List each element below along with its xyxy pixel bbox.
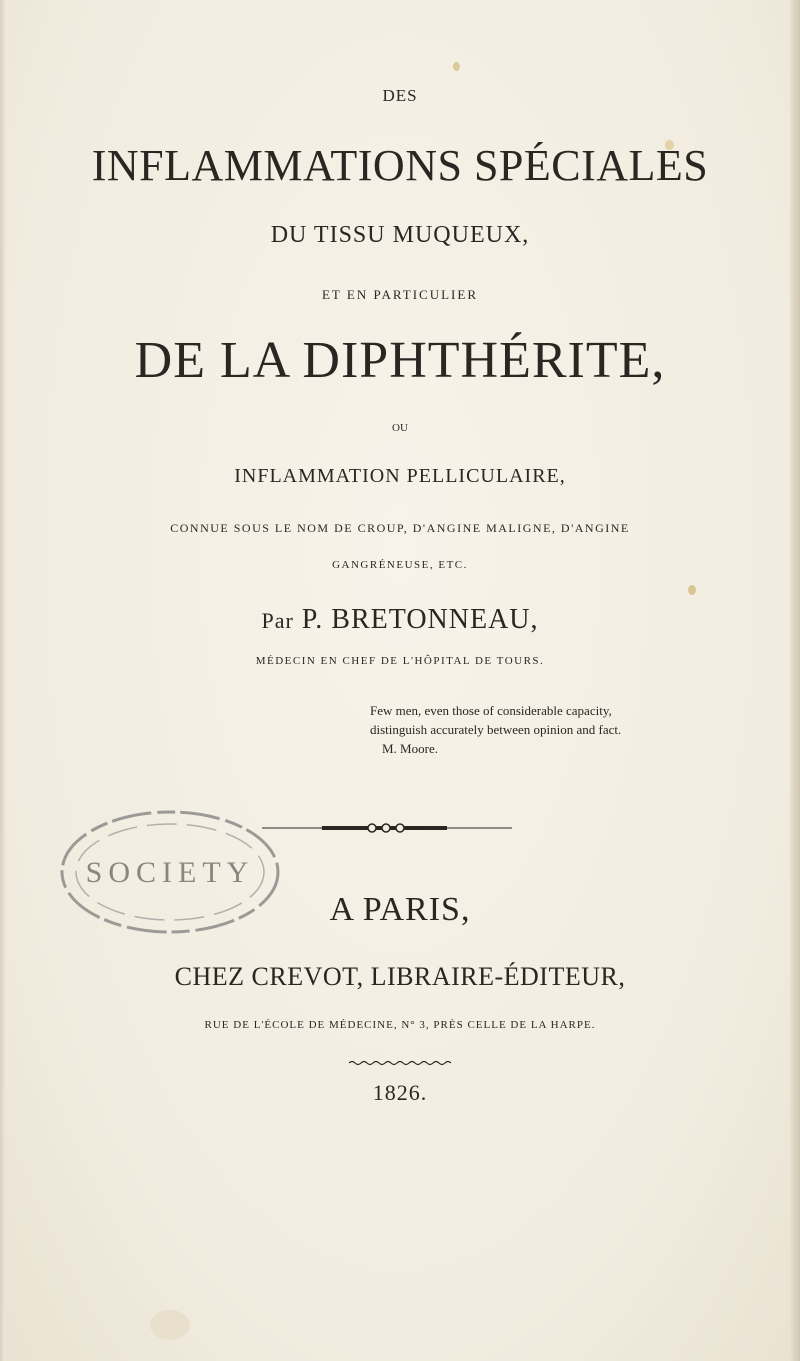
publication-year: 1826. (372, 1080, 428, 1105)
alternate-names-line-1: CONNUE SOUS LE NOM DE CROUP, D'ANGINE MALIGNE, D'ANGINE (170, 521, 630, 535)
heading-des: DES (382, 86, 418, 105)
publisher-line: CHEZ CREVOT, LIBRAIRE-ÉDITEUR, (174, 962, 626, 991)
epigraph-line-1: Few men, even those of considerable capacity, (370, 703, 612, 718)
main-title: INFLAMMATIONS SPÉCIALES (91, 141, 709, 190)
conjunction-ou: OU (392, 422, 408, 434)
author-name: P. BRETONNEAU, (301, 604, 539, 635)
alternate-names-line-2: GANGRÉNEUSE, ETC. (332, 559, 468, 571)
ink-stain (688, 585, 696, 595)
page-left-edge (0, 0, 6, 1361)
page-right-edge (790, 0, 800, 1361)
author-role: MÉDECIN EN CHEF DE L'HÔPITAL DE TOURS. (255, 655, 545, 667)
publisher-address: RUE DE L'ÉCOLE DE MÉDECINE, N° 3, PRÈS CELLE DE LA HARPE. (204, 1019, 596, 1031)
ink-stain (150, 1310, 190, 1340)
epigraph-attribution: M. Moore. (382, 741, 438, 756)
publication-place: A PARIS, (329, 891, 471, 928)
subtitle-particulier: ET EN PARTICULIER (321, 287, 478, 302)
title-diphtherite: DE LA DIPHTHÉRITE, (134, 332, 666, 389)
stamp-text: SOCIETY (85, 856, 255, 889)
subtitle-pelliculaire: INFLAMMATION PELLICULAIRE, (234, 465, 566, 487)
author-line (0, 604, 800, 636)
subtitle-tissu: DU TISSU MUQUEUX, (270, 222, 530, 248)
wavy-rule (349, 1060, 451, 1066)
ornamental-rule (262, 822, 512, 834)
ink-stain (453, 62, 460, 71)
epigraph (370, 701, 622, 756)
epigraph-line-2: distinguish accurately between opinion and fact. (370, 722, 622, 737)
author-prefix: Par (261, 608, 294, 633)
